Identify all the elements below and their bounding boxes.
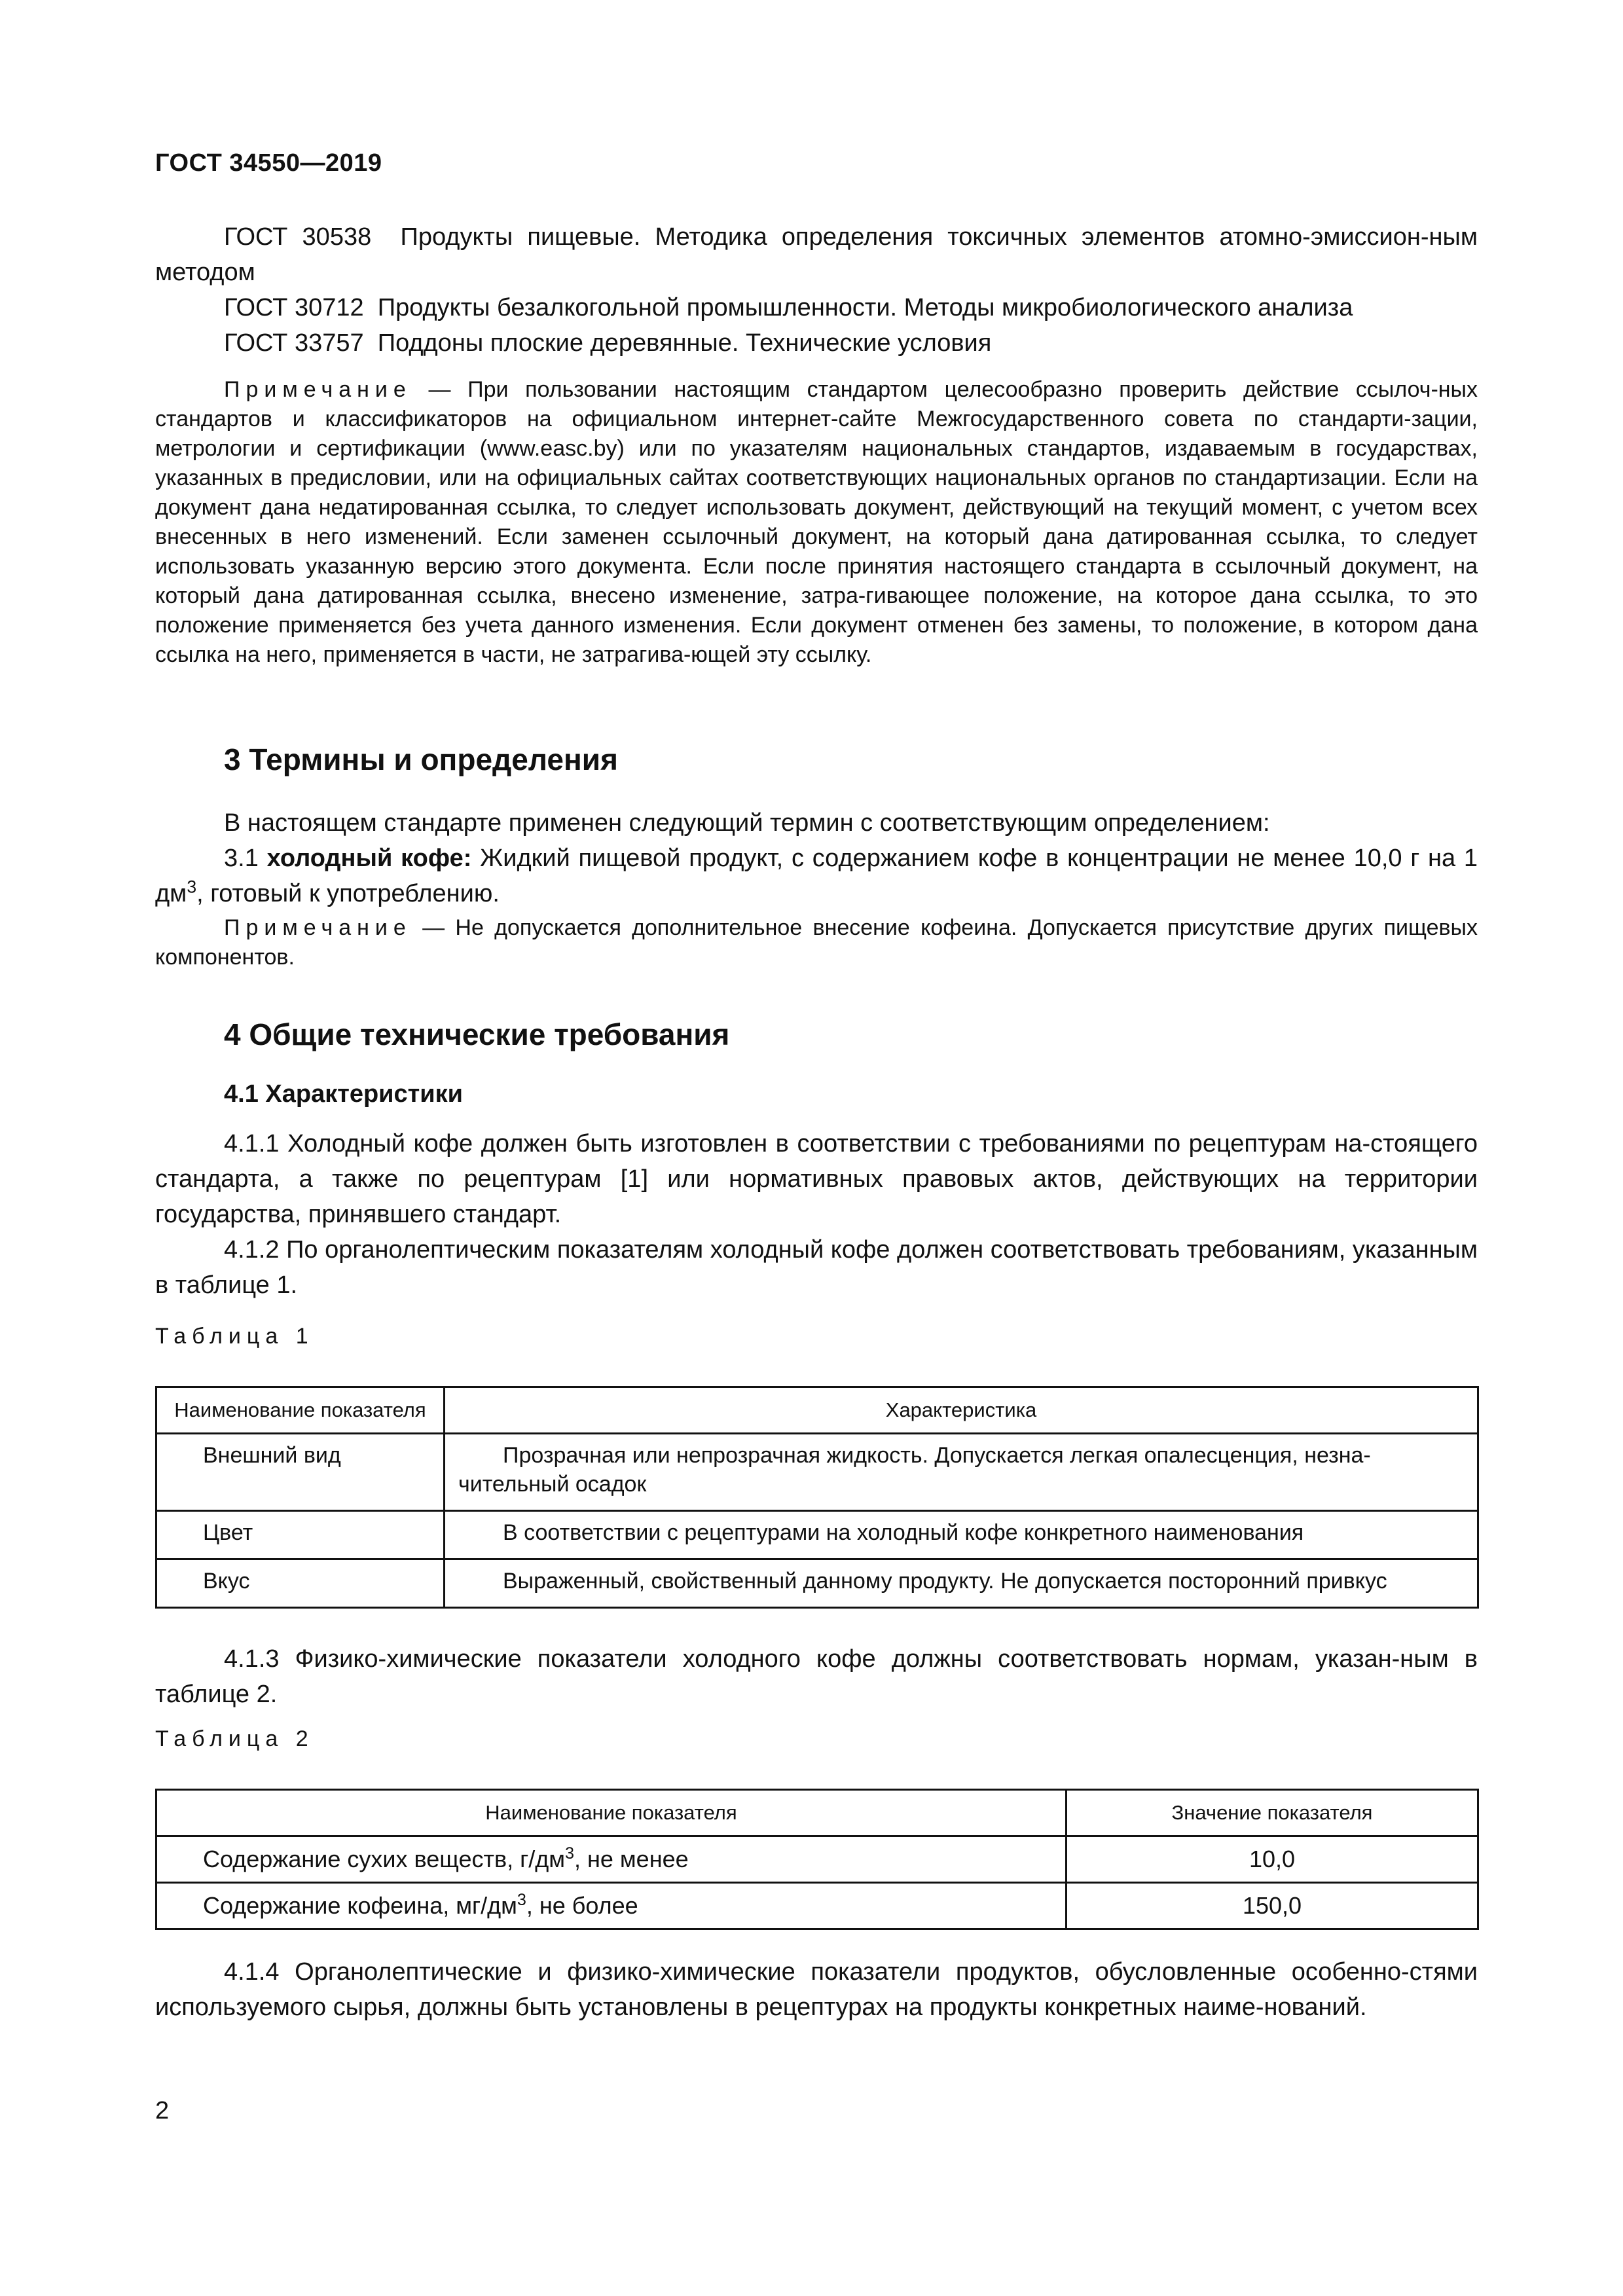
- reference-item: ГОСТ 33757 Поддоны плоские деревянные. Технические условия: [224, 329, 992, 357]
- table-cell: Выраженный, свойственный данному продукту. Не допускается посторонний привкус: [445, 1559, 1478, 1608]
- paragraph-4-1-4-block: [155, 1954, 1478, 2025]
- normative-references-list: [155, 219, 1478, 361]
- table-cell: 10,0: [1067, 1836, 1478, 1883]
- table-header-cell: Значение показателя: [1067, 1790, 1478, 1836]
- table-row: [156, 1559, 1478, 1608]
- table-cell: Внешний вид: [156, 1434, 445, 1511]
- table-row: [156, 1511, 1478, 1559]
- note-text: — При пользовании настоящим стандартом целесообразно проверить действие ссылоч-ных стандартов и классификаторов на официальном интернет-сайте Межгосударственного совета по стандарти-зации, метрологии и сертификации (www.easc.by) или по указателям национальных стандартов, издаваемым в государствах, указанных в предисловии, или на официальных сайтах соответствующих национальных органов по стандартизации. Если на документ дана недатированная ссылка, то следует использовать документ, действующий на текущий момент, с учетом всех внесенных в него изменений. Если заменен ссылочный документ, на который дана датированная ссылка, то следует использовать указанную версию этого документа. Если после принятия настоящего стандарта в ссылочный документ, на который дана датированная ссылка, внесено изменение, затра-гивающее положение, на которое дана ссылка, то это положение применяется без учета данного изменения. Если документ отменен без замены, то положение, в котором дана ссылка на него, применяется в части, не затрагива-ющей эту ссылку.: [155, 377, 1478, 667]
- table-cell: Прозрачная или непрозрачная жидкость. Допускается легкая опалесценция, незна-чительный осадок: [445, 1434, 1478, 1511]
- table-header-cell: Наименование показателя: [156, 1790, 1067, 1836]
- term-definition: 3.1 холодный кофе: Жидкий пищевой продукт, с содержанием кофе в концентрации не менее 10,0 г на 1 $дм^3$, готовый к употреблению.: [155, 845, 1478, 907]
- section-4-body: [155, 1126, 1478, 1303]
- note-label: Примечание: [224, 377, 412, 402]
- table-cell: Содержание кофеина, $мг/дм^3$, не более: [156, 1883, 1067, 1929]
- paragraph-4-1-2: 4.1.2 По органолептическим показателям холодный кофе должен соответствовать требованиям, указанным в таблице 1.: [155, 1236, 1478, 1299]
- reference-item: ГОСТ 30538 Продукты пищевые. Методика определения токсичных элементов атомно-эмиссион-ным методом: [155, 223, 1478, 286]
- subsection-4-1-title: 4.1 Характеристики: [224, 1080, 464, 1108]
- term-note: Примечание — Не допускается дополнительное внесение кофеина. Допускается присутствие других пищевых компонентов.: [155, 915, 1478, 970]
- table-cell: Вкус: [156, 1559, 445, 1608]
- table-cell: Цвет: [156, 1511, 445, 1559]
- paragraph-4-1-1: 4.1.1 Холодный кофе должен быть изготовлен в соответствии с требованиями по рецептурам на-стоящего стандарта, а также по рецептурам [1] или нормативных правовых актов, действующих на территории государства, принявшего стандарт.: [155, 1130, 1478, 1228]
- section-3-title: 3 Термины и определения: [224, 742, 618, 776]
- table-row: [156, 1836, 1478, 1883]
- references-note: [155, 375, 1478, 670]
- table-row: [156, 1434, 1478, 1511]
- table-2-physicochemical: [155, 1789, 1479, 1930]
- paragraph-4-1-3-block: [155, 1641, 1478, 1712]
- document-code-header: ГОСТ 34550—2019: [155, 149, 382, 177]
- table-header-cell: Наименование показателя: [156, 1387, 445, 1434]
- table-2-caption: Таблица 2: [155, 1726, 314, 1751]
- table-cell: 150,0: [1067, 1883, 1478, 1929]
- table-1-caption: Таблица 1: [155, 1324, 314, 1349]
- section-4-title: 4 Общие технические требования: [224, 1017, 730, 1051]
- table-cell: В соответствии с рецептурами на холодный кофе конкретного наименования: [445, 1511, 1478, 1559]
- paragraph-4-1-4: 4.1.4 Органолептические и физико-химические показатели продуктов, обусловленные особенно-стями используемого сырья, должны быть установлены в рецептурах на продукты конкретных наиме-нований.: [155, 1958, 1478, 2021]
- table-1-organoleptic: [155, 1386, 1479, 1609]
- page-number: 2: [155, 2097, 170, 2124]
- term-name: холодный кофе:: [266, 845, 472, 872]
- table-header-cell: Характеристика: [445, 1387, 1478, 1434]
- table-row: [156, 1883, 1478, 1929]
- table-header-row: [156, 1387, 1478, 1434]
- paragraph-4-1-3: 4.1.3 Физико-химические показатели холодного кофе должны соответствовать нормам, указан-ным в таблице 2.: [155, 1645, 1478, 1708]
- table-header-row: [156, 1790, 1478, 1836]
- reference-item: ГОСТ 30712 Продукты безалкогольной промышленности. Методы микробиологического анализа: [224, 294, 1353, 321]
- section-3-body: [155, 805, 1478, 911]
- table-cell: Содержание сухих веществ, $г/дм^3$, не менее: [156, 1836, 1067, 1883]
- section-3-intro: В настоящем стандарте применен следующий термин с соответствующим определением:: [224, 809, 1270, 837]
